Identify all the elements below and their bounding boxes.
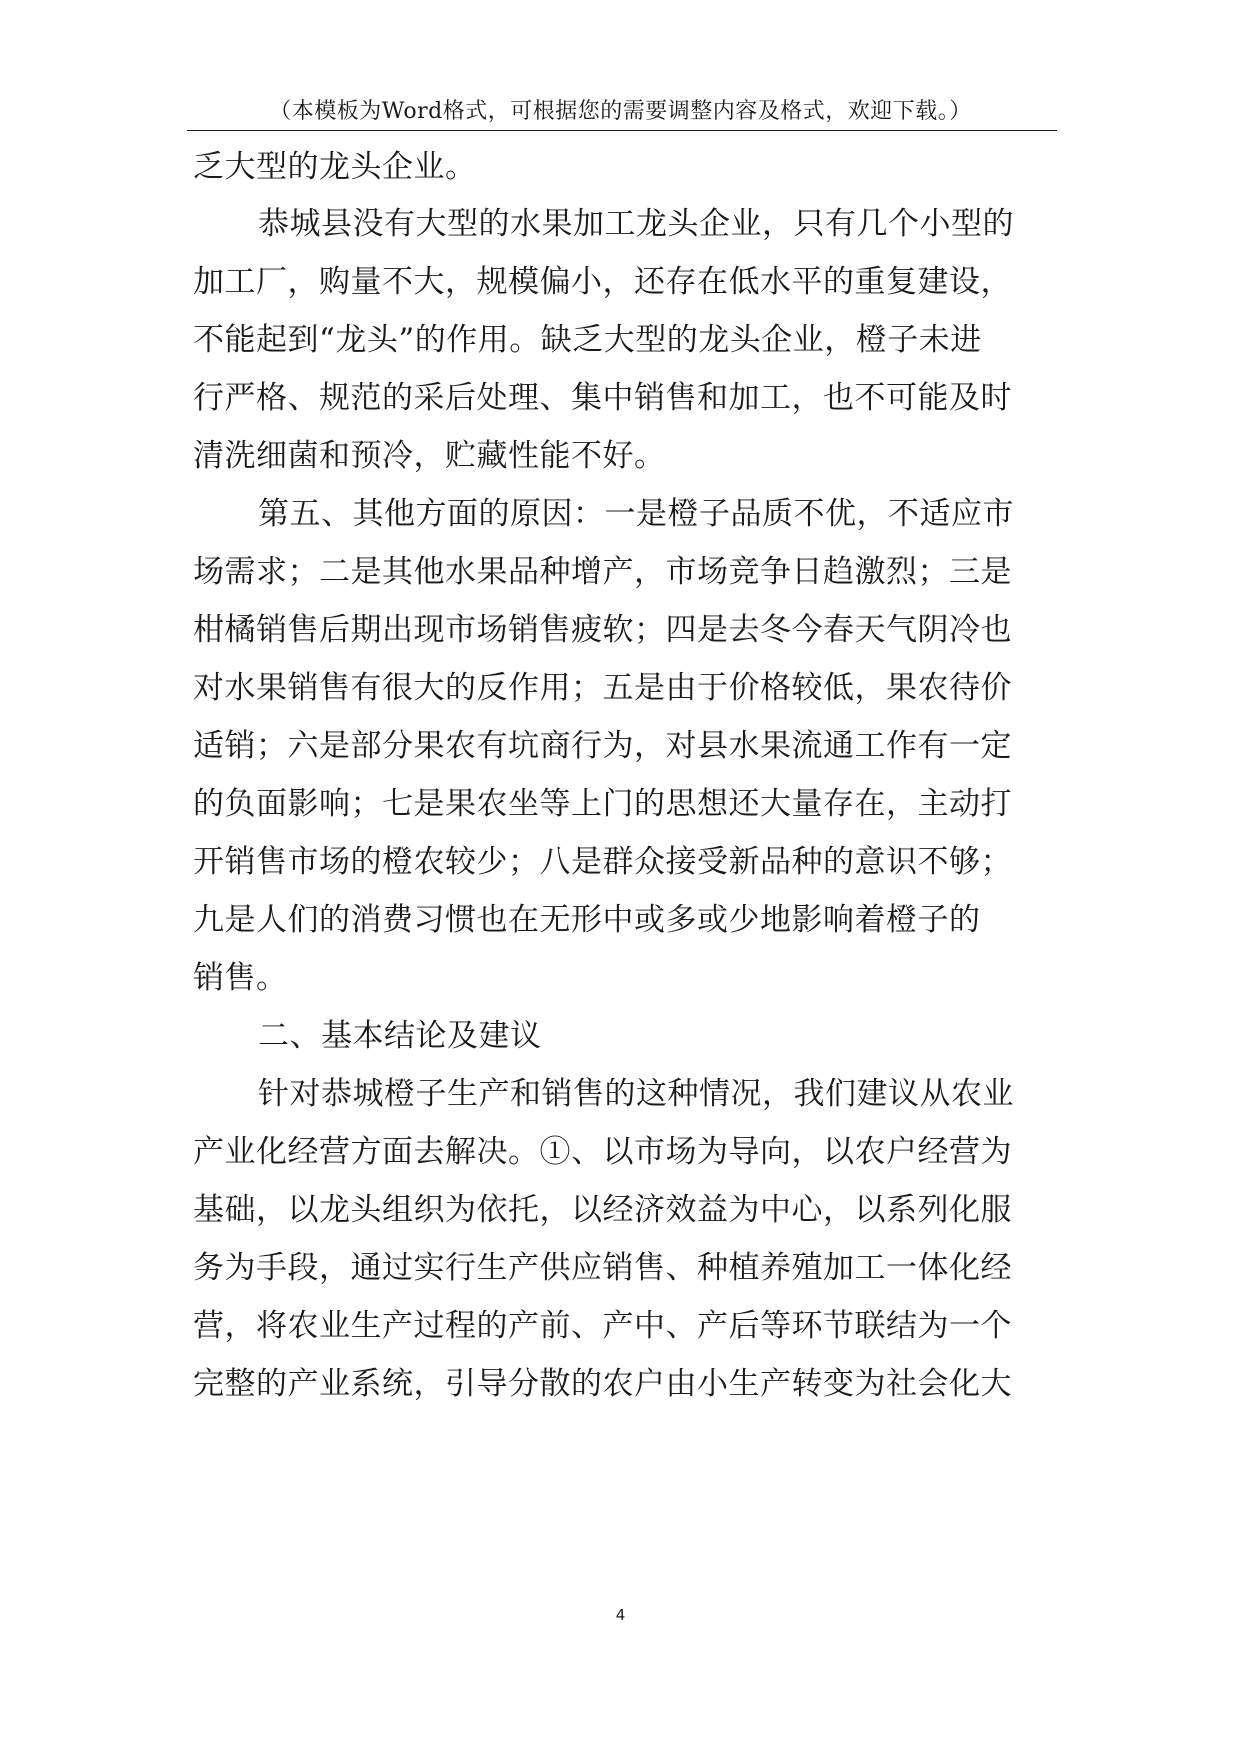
body-line: 对水果销售有很大的反作用；五是由于价格较低，果农待价: [193, 670, 1012, 706]
body-line: 的负面影响；七是果农坐等上门的思想还大量存在，主动打: [193, 786, 1012, 822]
paragraph-start-line: 恭城县没有大型的水果加工龙头企业，只有几个小型的: [258, 206, 1014, 242]
paragraph-start-line: 第五、其他方面的原因：一是橙子品质不优，不适应市: [258, 496, 1014, 532]
body-line: 营，将农业生产过程的产前、产中、产后等环节联结为一个: [193, 1308, 1012, 1344]
body-line: 九是人们的消费习惯也在无形中或多或少地影响着橙子的: [193, 902, 981, 938]
body-line: 行严格、规范的采后处理、集中销售和加工，也不可能及时: [193, 380, 1012, 416]
paragraph-start-line: 针对恭城橙子生产和销售的这种情况，我们建议从农业: [258, 1076, 1014, 1112]
body-line: 柑橘销售后期出现市场销售疲软；四是去冬今春天气阴冷也: [193, 612, 1012, 648]
page-number: 4: [615, 1606, 626, 1624]
body-line: 乏大型的龙头企业。: [193, 149, 477, 185]
body-line: 加工厂，购量不大，规模偏小，还存在低水平的重复建设，: [193, 264, 1012, 300]
body-line: 适销；六是部分果农有坑商行为，对县水果流通工作有一定: [193, 728, 1012, 764]
body-line: 完整的产业系统，引导分散的农户由小生产转变为社会化大: [193, 1366, 1012, 1402]
body-line: 产业化经营方面去解决。①、以市场为导向，以农户经营为: [193, 1134, 1012, 1170]
body-line: 不能起到“龙头”的作用。缺乏大型的龙头企业，橙子未进: [193, 322, 982, 358]
body-line: 场需求；二是其他水果品种增产，市场竞争日趋激烈；三是: [193, 554, 1012, 590]
section-heading: 二、基本结论及建议: [258, 1018, 542, 1054]
body-line: 务为手段，通过实行生产供应销售、种植养殖加工一体化经: [193, 1250, 1012, 1286]
body-line: 清洗细菌和预冷，贮藏性能不好。: [193, 438, 666, 474]
template-notice-header: （本模板为Word格式，可根据您的需要调整内容及格式，欢迎下载。）: [269, 99, 972, 124]
header-divider: [187, 130, 1057, 131]
body-line: 开销售市场的橙农较少；八是群众接受新品种的意识不够；: [193, 844, 1012, 880]
body-line: 基础，以龙头组织为依托，以经济效益为中心，以系列化服: [193, 1192, 1012, 1228]
body-line: 销售。: [193, 960, 288, 996]
